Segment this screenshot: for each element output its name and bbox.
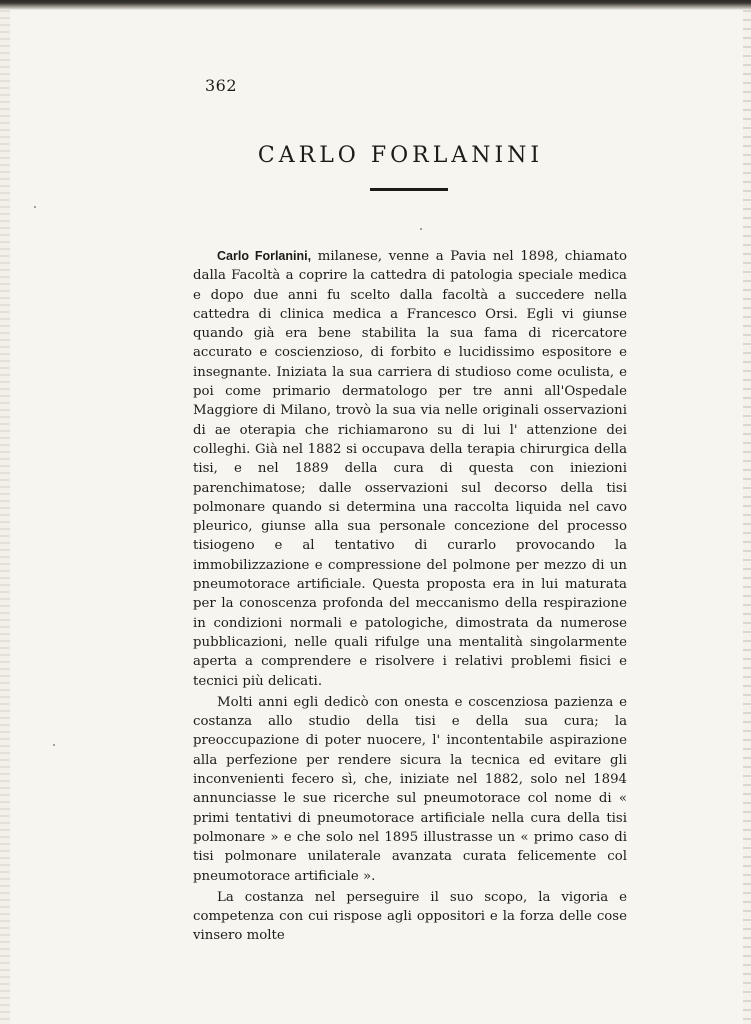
ink-speck — [53, 744, 55, 746]
paragraph-1-text: milanese, venne a Pavia nel 1898, chiamato dalla Facoltà a coprire la cattedra di patologia speciale medica e dopo due anni fu scelto dalla facoltà a succedere nella cattedra di clinica medica a Francesco Orsi. Egli vi giunse quando già era bene stabilita la sua fama di ricercatore accurato e coscienzioso, di forbito e lucidissimo espositore e insegnante. Iniziata la sua carriera di studioso come oculista, e poi come primario dermatologo per tre anni all'Ospedale Maggiore di Milano, trovò la sua via nelle originali osservazioni di ae oterapia che richiamarono su di lui l' attenzione dei colleghi. Già nel 1882 si occupava della terapia chirurgica della tisi, e nel 1889 della cura di questa con iniezioni parenchimatose; dalle osservazioni sul decorso della tisi polmonare quando si determina una raccolta liquida nel cavo pleurico, giunse alla sua personale concezione del processo tisiogeno e al tentativo di curarlo provocando la immobilizzazione e compressione del polmone per mezzo di un pneumotorace artificiale. Questa proposta era in lui maturata per la conoscenza profonda del meccanismo della respirazione in condizioni normali e patologiche, dimostrata da numerose pubblicazioni, nelle quali rifulge una mentalità singolarmente aperta a comprendere e risolvere i relativi problemi fisici e tecnici più delicati. — [193, 249, 627, 689]
page-number: 362 — [205, 76, 238, 95]
article-body — [193, 247, 627, 946]
paragraph-2: Molti anni egli dedicò con onesta e coscenziosa pazienza e costanza allo studio della tisi e della sua cura; la preoccupazione di poter nuocere, l' incontentabile aspirazione alla perfezione per rendere sicura la tecnica ed evitare gli inconvenienti fecero sì, che, iniziate nel 1882, solo nel 1894 annunciasse le sue ricerche sul pneumotorace col nome di « primi tentativi di pneumotorace artificiale nella cura della tisi polmonare » e che solo nel 1895 illustrasse un « primo caso di tisi polmonare unilaterale avanzata curata felicemente col pneumotorace artificiale ». — [193, 694, 627, 884]
ink-speck — [34, 206, 36, 208]
page-title: CARLO FORLANINI — [257, 143, 544, 168]
paragraph-3: La costanza nel perseguire il suo scopo, la vigoria e competenza con cui rispose agli oppositori e la forza delle cose vinsero molte — [193, 889, 627, 944]
title-rule — [370, 188, 448, 191]
author-name: Carlo Forlanini, — [217, 249, 312, 263]
page-top-edge — [0, 0, 751, 10]
paragraph-1 — [193, 247, 627, 691]
ink-speck — [420, 228, 422, 230]
